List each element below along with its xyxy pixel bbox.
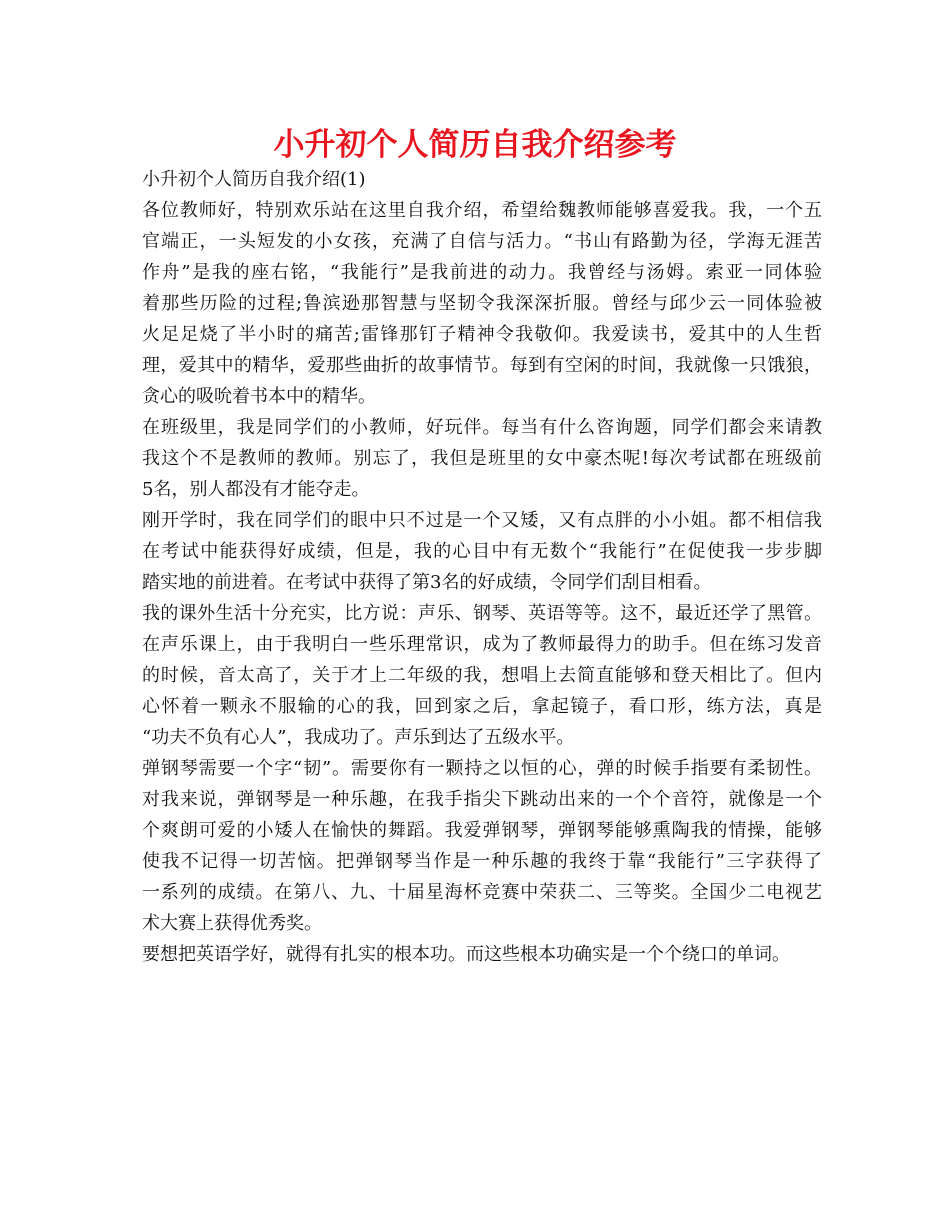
text-line: 弹钢琴需要一个字“韧”。需要你有一颗持之以恒的心，弹的时候手指要有柔韧性。 bbox=[142, 758, 822, 779]
text-line: 对我来说，弹钢琴是一种乐趣，在我手指尖下跳动出来的一个个音符，就像是一个 bbox=[142, 789, 822, 810]
text-line: 理，爱其中的精华，爱那些曲折的故事情节。每到有空闲的时间，我就像一只饿狼， bbox=[142, 355, 822, 376]
text-line: 着那些历险的过程;鲁滨逊那智慧与坚韧令我深深折服。曾经与邱少云一同体验被 bbox=[142, 293, 822, 314]
text-line: 作舟”是我的座右铭，“我能行”是我前进的动力。我曾经与汤姆。索亚一同体验 bbox=[142, 262, 822, 283]
text-line: 在声乐课上，由于我明白一些乐理常识，成为了教师最得力的助手。但在练习发音 bbox=[142, 634, 822, 655]
text-line: 的时候，音太高了，关于才上二年级的我，想唱上去简直能够和登天相比了。但内 bbox=[142, 665, 822, 686]
text-line: 要想把英语学好，就得有扎实的根本功。而这些根本功确实是一个个绕口的单词。 bbox=[142, 944, 790, 965]
text-line: 我的课外生活十分充实，比方说：声乐、钢琴、英语等等。这不，最近还学了黑管。 bbox=[142, 603, 822, 624]
text-line: 在考试中能获得好成绩，但是，我的心目中有无数个“我能行”在促使我一步步脚 bbox=[142, 541, 822, 562]
text-line: 个爽朗可爱的小矮人在愉快的舞蹈。我爱弹钢琴，弹钢琴能够熏陶我的情操，能够 bbox=[142, 820, 822, 841]
text-line: 贪心的吸吮着书本中的精华。 bbox=[142, 386, 376, 407]
text-line: 心怀着一颗永不服输的心的我，回到家之后，拿起镜子，看口形，练方法，真是 bbox=[142, 696, 822, 717]
text-line: 5名，别人都没有才能夺走。 bbox=[142, 479, 370, 500]
text-line: 我这个不是教师的教师。别忘了，我但是班里的女中豪杰呢!每次考试都在班级前 bbox=[142, 448, 822, 469]
text-line: 一系列的成绩。在第八、九、十届星海杯竞赛中荣获二、三等奖。全国少二电视艺 bbox=[142, 882, 822, 903]
text-line: 刚开学时，我在同学们的眼中只不过是一个又矮，又有点胖的小小姐。都不相信我 bbox=[142, 510, 822, 531]
document-title: 小升初个人简历自我介绍参考 bbox=[273, 127, 677, 163]
text-line: 各位教师好，特别欢乐站在这里自我介绍，希望给魏教师能够喜爱我。我，一个五 bbox=[142, 200, 822, 221]
document-body bbox=[142, 164, 822, 970]
text-line: 踏实地的前进着。在考试中获得了第3名的好成绩，令同学们刮目相看。 bbox=[142, 572, 712, 593]
text-line: 官端正，一头短发的小女孩，充满了自信与活力。“书山有路勤为径，学海无涯苦 bbox=[142, 231, 822, 252]
text-line: 小升初个人简历自我介绍(1) bbox=[142, 169, 366, 190]
text-line: 火足足烧了半小时的痛苦;雷锋那钉子精神令我敬仰。我爱读书，爱其中的人生哲 bbox=[142, 324, 822, 345]
text-line: 术大赛上获得优秀奖。 bbox=[142, 913, 322, 934]
text-line: 使我不记得一切苦恼。把弹钢琴当作是一种乐趣的我终于靠“我能行”三字获得了 bbox=[142, 851, 822, 872]
text-line: 在班级里，我是同学们的小教师，好玩伴。每当有什么咨询题，同学们都会来请教 bbox=[142, 417, 822, 438]
text-line: “功夫不负有心人”，我成功了。声乐到达了五级水平。 bbox=[142, 727, 575, 748]
